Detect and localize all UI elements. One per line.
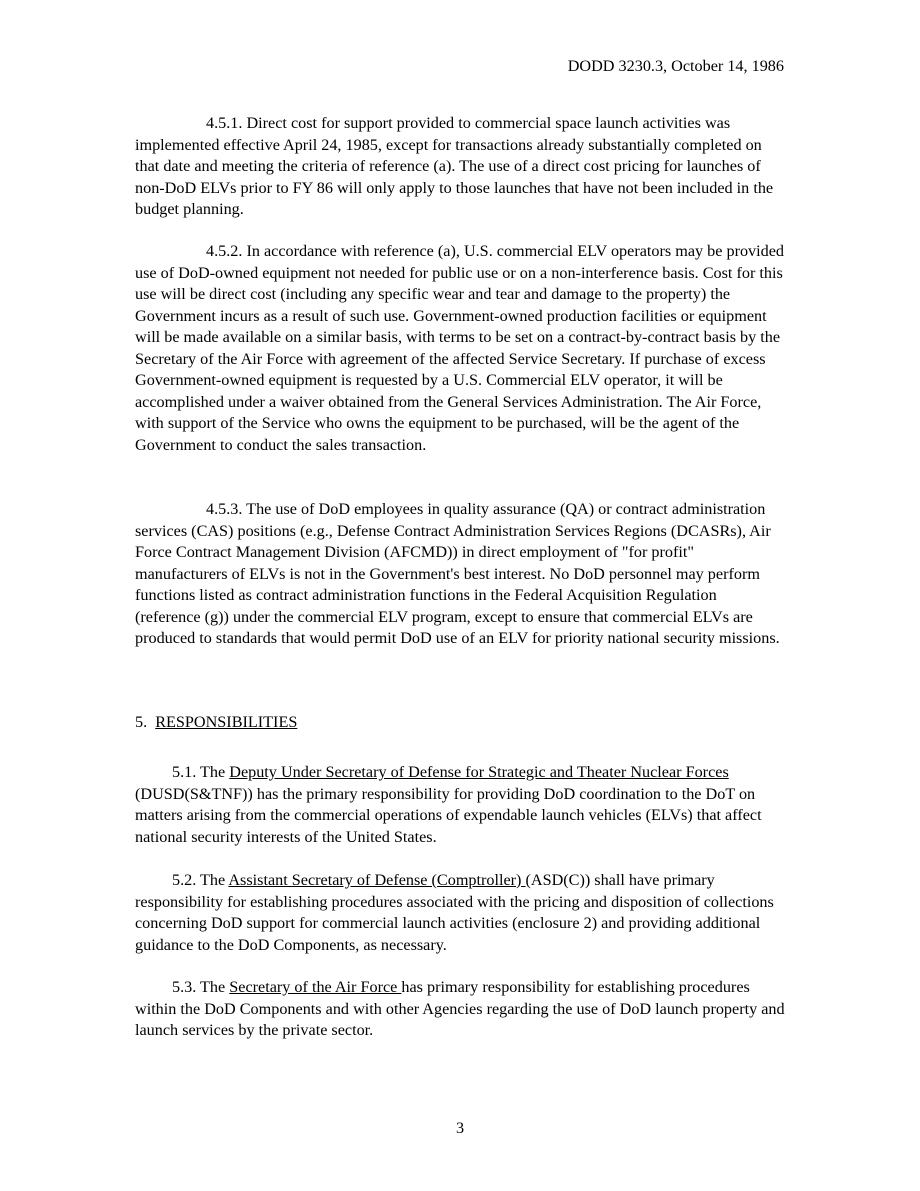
section-heading (135, 712, 297, 734)
paragraph-5-1-prefix: 5.1. The (172, 763, 230, 781)
paragraph-4-5-2: 4.5.2. In accordance with reference (a), U.S. commercial ELV operators may be provided use of DoD-owned equipment not needed for public use or on a non-interference basis. Cost for this use will be direct cost (including any specific wear and tear and damage to the property) the Government incurs as a result of such use. Government-owned production facilities or equipment will be made available on a similar basis, with terms to be set on a contract-by-contract basis by the Secretary of the Air Force with agreement of the affected Service Secretary. If purchase of excess Government-owned equipment is requested by a U.S. Commercial ELV operator, it will be accomplished under a waiver obtained from the General Services Administration. The Air Force, with support of the Service who owns the equipment to be purchased, will be the agent of the Government to conduct the sales transaction. (135, 242, 785, 454)
paragraph-5-2-text: (ASD(C)) shall have primary responsibility for establishing procedures associated with the pricing and disposition of collections concerning DoD support for commercial launch activities (enclosure 2) and providing additional guidance to the DoD Components, as necessary. (135, 871, 774, 954)
paragraph-5-2 (135, 870, 785, 956)
paragraph-4-5-3: 4.5.3. The use of DoD employees in quality assurance (QA) or contract administration services (CAS) positions (e.g., Defense Contract Administration Services Regions (DCASRs), Air Force Contract Management Division (AFCMD)) in direct employment of "for profit" manufacturers of ELVs is not in the Government's best interest. No DoD personnel may perform functions listed as contract administration functions in the Federal Acquisition Regulation (reference (g)) under the commercial ELV program, except to ensure that commercial ELVs are produced to standards that would permit DoD use of an ELV for priority national security missions. (135, 500, 780, 647)
page-number: 3 (455, 1119, 465, 1137)
document-header: DODD 3230.3, October 14, 1986 (567, 57, 784, 75)
paragraph-5-1 (135, 762, 785, 848)
asd-comptroller-reference: Assistant Secretary of Defense (Comptroller) (228, 871, 526, 889)
section-number: 5. (135, 713, 148, 731)
paragraph-5-1-text: (DUSD(S&TNF)) has the primary responsibility for providing DoD coordination to the DoT on matters arising from the commercial operations of expendable launch vehicles (ELVs) that affect national security interests of the United States. (135, 784, 762, 846)
section-title: RESPONSIBILITIES (155, 713, 298, 731)
paragraph-5-3 (135, 977, 785, 1042)
paragraph-4-5-1: 4.5.1. Direct cost for support provided to commercial space launch activities was implemented effective April 24, 1985, except for transactions already substantially completed on that date and meeting the criteria of reference (a). The use of a direct cost pricing for launches of non-DoD ELVs prior to FY 86 will only apply to those launches that have not been included in the budget planning. (135, 114, 774, 218)
paragraph-5-2-prefix: 5.2. The (172, 871, 229, 889)
dusd-stnf-reference: Deputy Under Secretary of Defense for Strategic and Theater Nuclear Forces (229, 763, 729, 781)
paragraph-5-3-prefix: 5.3. The (172, 978, 230, 996)
paragraph-5-3-text: has primary responsibility for establishing procedures within the DoD Components and with other Agencies regarding the use of DoD launch property and launch services by the private sector. (135, 978, 785, 1039)
secaf-reference: Secretary of the Air Force (229, 978, 402, 996)
